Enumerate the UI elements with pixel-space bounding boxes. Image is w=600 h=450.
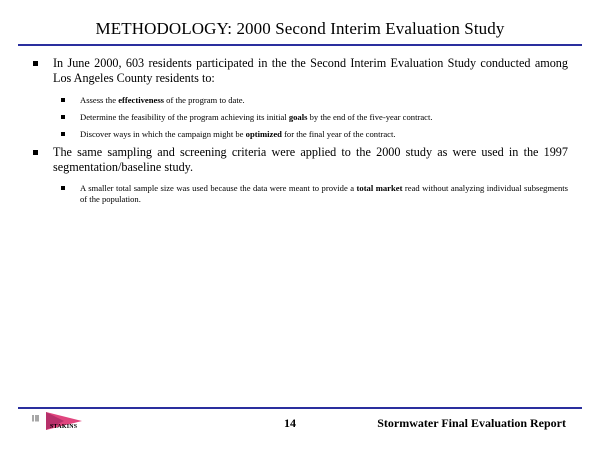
sub-bullet-text-after: for the final year of the contract. <box>281 129 396 139</box>
square-bullet-icon <box>61 132 65 136</box>
sub-bullet-text-emphasis: effectiveness <box>118 95 165 105</box>
bullet-item <box>0 56 600 86</box>
sub-bullet-item <box>0 95 600 106</box>
sub-bullet-text-emphasis: total market <box>356 183 403 193</box>
sub-bullet-text-emphasis: optimized <box>245 129 282 139</box>
square-bullet-icon <box>33 150 38 155</box>
sub-bullet-text-before: A smaller total sample size was used because the data were meant to provide a <box>80 183 357 193</box>
page-number: 14 <box>284 416 296 430</box>
sub-bullet-text-after: by the end of the five-year contract. <box>307 112 433 122</box>
sub-bullet-text-before: Discover ways in which the campaign might be <box>80 129 246 139</box>
sub-bullet-item <box>0 183 600 205</box>
report-title: Stormwater Final Evaluation Report <box>377 416 566 430</box>
sub-bullet-item <box>0 112 600 123</box>
bullet-text: In June 2000, 603 residents participated in the the Second Interim Evaluation Study conducted among Los Angeles County residents to: <box>53 56 568 85</box>
logo-barcode: || |||| <box>32 414 39 422</box>
footer-divider <box>18 407 582 409</box>
logo-wordmark: STAKINS <box>50 424 78 430</box>
slide-title: METHODOLOGY: 2000 Second Interim Evaluation Study <box>95 19 505 38</box>
sub-bullet-text-emphasis: goals <box>288 112 308 122</box>
sub-bullet-item <box>0 129 600 140</box>
square-bullet-icon <box>33 61 38 66</box>
bullet-item <box>0 145 600 175</box>
sub-bullet-text-before: Determine the feasibility of the program achieving its initial <box>80 112 289 122</box>
slide-body <box>0 56 600 205</box>
title-divider <box>18 44 582 46</box>
sub-bullet-text-after: read without analyzing individual subsegments of the population. <box>80 183 568 204</box>
bullet-text: The same sampling and screening criteria were applied to the 2000 study as were used in the 1997 segmentation/baseline study. <box>53 145 568 174</box>
square-bullet-icon <box>61 186 65 190</box>
square-bullet-icon <box>61 115 65 119</box>
company-logo <box>30 410 90 434</box>
sub-bullet-text-before: Assess the <box>80 95 119 105</box>
square-bullet-icon <box>61 98 65 102</box>
sub-bullet-text-after: of the program to date. <box>164 95 245 105</box>
